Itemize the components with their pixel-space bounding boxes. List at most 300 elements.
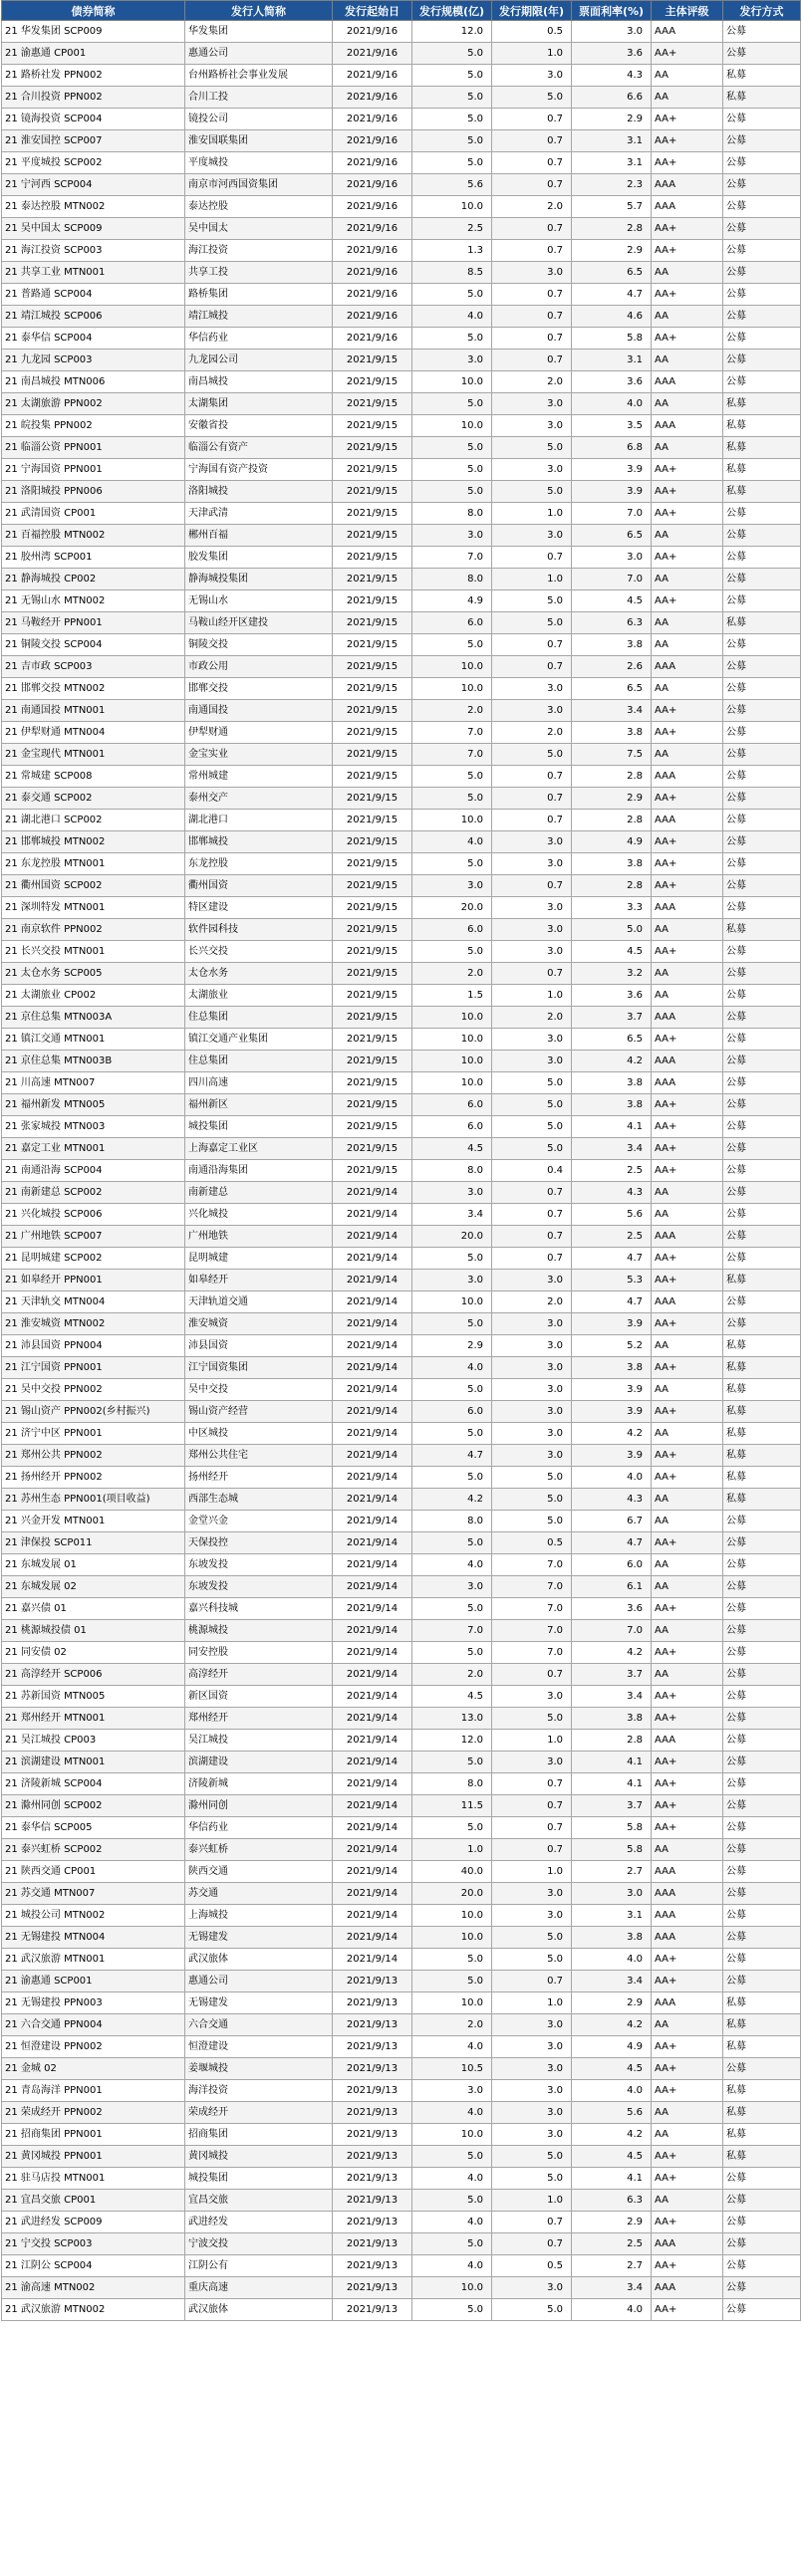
issue-date-cell: 2021/9/14 (333, 1817, 412, 1839)
issue-method-cell: 公募 (723, 1182, 801, 1204)
issue-size-cell: 10.0 (412, 1291, 492, 1313)
term-cell: 0.7 (492, 2212, 572, 2233)
bond-name-cell: 21 昆明城建 SCP002 (2, 1248, 185, 1270)
issue-size-cell: 5.0 (412, 130, 492, 152)
issuer-cell: 重庆高速 (185, 2277, 333, 2299)
table-row (2, 1664, 801, 1686)
issuer-cell: 淮安国联集团 (185, 130, 333, 152)
term-cell: 3.0 (492, 1445, 572, 1467)
table-row (2, 1511, 801, 1532)
coupon-rate-cell: 4.7 (572, 1248, 652, 1270)
rating-cell: AA+ (652, 590, 723, 612)
coupon-rate-cell: 6.8 (572, 437, 652, 459)
issue-method-cell: 私募 (723, 87, 801, 109)
term-cell: 0.7 (492, 240, 572, 262)
rating-cell: AA+ (652, 1773, 723, 1795)
table-row (2, 744, 801, 766)
bond-name-cell: 21 六合交通 PPN004 (2, 2014, 185, 2036)
coupon-rate-cell: 5.2 (572, 1335, 652, 1357)
issue-date-cell: 2021/9/15 (333, 569, 412, 590)
issuer-cell: 九龙园公司 (185, 350, 333, 371)
issue-date-cell: 2021/9/16 (333, 43, 412, 65)
issue-date-cell: 2021/9/14 (333, 1686, 412, 1708)
rating-cell: AA+ (652, 2146, 723, 2168)
issue-date-cell: 2021/9/14 (333, 1182, 412, 1204)
issue-method-cell: 公募 (723, 130, 801, 152)
rating-cell: AA (652, 525, 723, 547)
issue-method-cell: 公募 (723, 43, 801, 65)
issue-date-cell: 2021/9/14 (333, 1730, 412, 1752)
rating-cell: AA+ (652, 722, 723, 744)
issuer-cell: 江宁国资集团 (185, 1357, 333, 1379)
bond-name-cell: 21 青岛海洋 PPN001 (2, 2080, 185, 2102)
issuer-cell: 金堂兴金 (185, 1511, 333, 1532)
coupon-rate-cell: 2.5 (572, 1160, 652, 1182)
term-cell: 3.0 (492, 1313, 572, 1335)
table-row (2, 678, 801, 700)
issue-size-cell: 3.0 (412, 350, 492, 371)
issue-method-cell: 公募 (723, 700, 801, 722)
table-row (2, 1554, 801, 1576)
bond-name-cell: 21 济陵新城 SCP004 (2, 1773, 185, 1795)
issue-method-cell: 公募 (723, 853, 801, 875)
issue-size-cell: 3.0 (412, 525, 492, 547)
table-row (2, 853, 801, 875)
issue-date-cell: 2021/9/16 (333, 109, 412, 130)
term-cell: 3.0 (492, 525, 572, 547)
bond-name-cell: 21 南昌城投 MTN006 (2, 371, 185, 393)
bond-name-cell: 21 邯郸城投 MTN002 (2, 831, 185, 853)
rating-cell: AA+ (652, 109, 723, 130)
issue-date-cell: 2021/9/15 (333, 612, 412, 634)
coupon-rate-cell: 3.9 (572, 1445, 652, 1467)
issue-method-cell: 公募 (723, 2212, 801, 2233)
rating-cell: AA+ (652, 2058, 723, 2080)
coupon-rate-cell: 2.7 (572, 2255, 652, 2277)
table-row (2, 393, 801, 415)
coupon-rate-cell: 4.7 (572, 1291, 652, 1313)
issuer-cell: 邯郸城投 (185, 831, 333, 853)
bond-name-cell: 21 南京软件 PPN002 (2, 919, 185, 941)
bond-name-cell: 21 普路通 SCP004 (2, 284, 185, 306)
issuer-cell: 武进经发 (185, 2212, 333, 2233)
issue-method-cell: 私募 (723, 1489, 801, 1511)
bond-name-cell: 21 城投公司 MTN002 (2, 1905, 185, 1927)
issue-date-cell: 2021/9/15 (333, 810, 412, 831)
issue-date-cell: 2021/9/16 (333, 262, 412, 284)
term-cell: 0.4 (492, 1160, 572, 1182)
header-term: 发行期限(年) (492, 1, 572, 21)
bond-name-cell: 21 百福控股 MTN002 (2, 525, 185, 547)
issue-date-cell: 2021/9/15 (333, 525, 412, 547)
issue-size-cell: 5.0 (412, 481, 492, 503)
coupon-rate-cell: 3.3 (572, 897, 652, 919)
coupon-rate-cell: 6.6 (572, 87, 652, 109)
issue-size-cell: 5.0 (412, 1949, 492, 1971)
issue-date-cell: 2021/9/15 (333, 1160, 412, 1182)
bond-name-cell: 21 南新建总 SCP002 (2, 1182, 185, 1204)
issuer-cell: 高淳经开 (185, 1664, 333, 1686)
rating-cell: AAA (652, 897, 723, 919)
issuer-cell: 泰兴虹桥 (185, 1839, 333, 1861)
issue-method-cell: 公募 (723, 547, 801, 569)
issue-date-cell: 2021/9/15 (333, 371, 412, 393)
issue-method-cell: 公募 (723, 240, 801, 262)
coupon-rate-cell: 2.8 (572, 875, 652, 897)
issue-date-cell: 2021/9/15 (333, 437, 412, 459)
issue-size-cell: 10.0 (412, 2277, 492, 2299)
coupon-rate-cell: 7.0 (572, 569, 652, 590)
table-row (2, 1795, 801, 1817)
issuer-cell: 软件园科技 (185, 919, 333, 941)
term-cell: 5.0 (492, 1489, 572, 1511)
table-row (2, 963, 801, 985)
table-row (2, 2190, 801, 2212)
bond-name-cell: 21 太湖旅游 PPN002 (2, 393, 185, 415)
issuer-cell: 安徽省投 (185, 415, 333, 437)
table-row (2, 262, 801, 284)
issue-date-cell: 2021/9/15 (333, 1116, 412, 1138)
coupon-rate-cell: 4.5 (572, 590, 652, 612)
bond-name-cell: 21 渝惠通 CP001 (2, 43, 185, 65)
issuer-cell: 住总集团 (185, 1051, 333, 1072)
issue-date-cell: 2021/9/15 (333, 963, 412, 985)
coupon-rate-cell: 3.9 (572, 1313, 652, 1335)
issue-date-cell: 2021/9/15 (333, 831, 412, 853)
bond-name-cell: 21 泰华信 SCP004 (2, 328, 185, 350)
coupon-rate-cell: 3.1 (572, 130, 652, 152)
rating-cell: AA (652, 2014, 723, 2036)
bond-name-cell: 21 靖江城投 SCP006 (2, 306, 185, 328)
issue-size-cell: 20.0 (412, 1883, 492, 1905)
coupon-rate-cell: 3.8 (572, 1357, 652, 1379)
table-row (2, 569, 801, 590)
issue-size-cell: 10.0 (412, 810, 492, 831)
term-cell: 3.0 (492, 2277, 572, 2299)
rating-cell: AAA (652, 196, 723, 218)
issuer-cell: 南通国投 (185, 700, 333, 722)
issue-method-cell: 公募 (723, 1138, 801, 1160)
issuer-cell: 海洋投资 (185, 2080, 333, 2102)
issue-size-cell: 5.0 (412, 766, 492, 788)
header-issue-size: 发行规模(亿) (412, 1, 492, 21)
rating-cell: AA+ (652, 1357, 723, 1379)
rating-cell: AA+ (652, 941, 723, 963)
table-row (2, 1971, 801, 1992)
rating-cell: AA+ (652, 1029, 723, 1051)
table-row (2, 985, 801, 1007)
term-cell: 5.0 (492, 1467, 572, 1489)
table-row (2, 1532, 801, 1554)
issue-date-cell: 2021/9/15 (333, 393, 412, 415)
issue-size-cell: 12.0 (412, 21, 492, 43)
issuer-cell: 荣成经开 (185, 2102, 333, 2124)
rating-cell: AA+ (652, 1313, 723, 1335)
issuer-cell: 铜陵交投 (185, 634, 333, 656)
table-row (2, 1182, 801, 1204)
issue-size-cell: 6.0 (412, 1094, 492, 1116)
issue-date-cell: 2021/9/13 (333, 2080, 412, 2102)
bond-name-cell: 21 同安债 02 (2, 1642, 185, 1664)
bond-name-cell: 21 路桥社发 PPN002 (2, 65, 185, 87)
term-cell: 3.0 (492, 1423, 572, 1445)
coupon-rate-cell: 4.0 (572, 2299, 652, 2321)
bond-name-cell: 21 张家城投 MTN003 (2, 1116, 185, 1138)
issuer-cell: 泰达控股 (185, 196, 333, 218)
term-cell: 0.7 (492, 656, 572, 678)
term-cell: 3.0 (492, 831, 572, 853)
table-row (2, 481, 801, 503)
issuer-cell: 苏交通 (185, 1883, 333, 1905)
issuer-cell: 太湖旅业 (185, 985, 333, 1007)
issuer-cell: 平度城投 (185, 152, 333, 174)
term-cell: 0.7 (492, 547, 572, 569)
coupon-rate-cell: 3.8 (572, 1094, 652, 1116)
coupon-rate-cell: 4.2 (572, 1642, 652, 1664)
issue-size-cell: 10.0 (412, 1007, 492, 1029)
coupon-rate-cell: 6.5 (572, 678, 652, 700)
coupon-rate-cell: 3.7 (572, 1664, 652, 1686)
term-cell: 1.0 (492, 1992, 572, 2014)
issue-size-cell: 8.0 (412, 1160, 492, 1182)
rating-cell: AA+ (652, 1686, 723, 1708)
bond-name-cell: 21 华发集团 SCP009 (2, 21, 185, 43)
issue-size-cell: 5.0 (412, 1248, 492, 1270)
bond-name-cell: 21 沛县国资 PPN004 (2, 1335, 185, 1357)
coupon-rate-cell: 6.1 (572, 1576, 652, 1598)
coupon-rate-cell: 4.7 (572, 284, 652, 306)
bond-name-cell: 21 宁海国资 PPN001 (2, 459, 185, 481)
issue-method-cell: 公募 (723, 1795, 801, 1817)
term-cell: 0.7 (492, 350, 572, 371)
table-row (2, 2255, 801, 2277)
issue-date-cell: 2021/9/16 (333, 65, 412, 87)
term-cell: 3.0 (492, 700, 572, 722)
rating-cell: AA+ (652, 2168, 723, 2190)
rating-cell: AA (652, 1182, 723, 1204)
issuer-cell: 洛阳城投 (185, 481, 333, 503)
issue-date-cell: 2021/9/15 (333, 897, 412, 919)
term-cell: 3.0 (492, 393, 572, 415)
coupon-rate-cell: 2.8 (572, 810, 652, 831)
issuer-cell: 金宝实业 (185, 744, 333, 766)
table-row (2, 722, 801, 744)
table-row (2, 1949, 801, 1971)
term-cell: 2.0 (492, 1007, 572, 1029)
issue-date-cell: 2021/9/14 (333, 1795, 412, 1817)
term-cell: 0.7 (492, 963, 572, 985)
rating-cell: AA (652, 1379, 723, 1401)
coupon-rate-cell: 4.5 (572, 941, 652, 963)
issue-method-cell: 公募 (723, 1861, 801, 1883)
issue-date-cell: 2021/9/14 (333, 1204, 412, 1226)
term-cell: 0.7 (492, 810, 572, 831)
issue-method-cell: 公募 (723, 1686, 801, 1708)
coupon-rate-cell: 3.8 (572, 722, 652, 744)
issuer-cell: 无锡建发 (185, 1927, 333, 1949)
bond-name-cell: 21 泰交通 SCP002 (2, 788, 185, 810)
issue-size-cell: 3.0 (412, 2080, 492, 2102)
term-cell: 0.7 (492, 766, 572, 788)
issue-size-cell: 4.9 (412, 590, 492, 612)
term-cell: 0.7 (492, 788, 572, 810)
bond-name-cell: 21 恒澄建设 PPN002 (2, 2036, 185, 2058)
term-cell: 0.7 (492, 284, 572, 306)
rating-cell: AA (652, 1620, 723, 1642)
table-row (2, 1730, 801, 1752)
table-row (2, 2080, 801, 2102)
issue-size-cell: 4.0 (412, 2036, 492, 2058)
bond-name-cell: 21 苏新国资 MTN005 (2, 1686, 185, 1708)
coupon-rate-cell: 5.6 (572, 1204, 652, 1226)
rating-cell: AA+ (652, 1642, 723, 1664)
issuer-cell: 吴中交投 (185, 1379, 333, 1401)
rating-cell: AA+ (652, 1094, 723, 1116)
issue-date-cell: 2021/9/15 (333, 634, 412, 656)
term-cell: 0.7 (492, 306, 572, 328)
bond-name-cell: 21 合川投资 PPN002 (2, 87, 185, 109)
issuer-cell: 东坡发投 (185, 1554, 333, 1576)
coupon-rate-cell: 2.8 (572, 218, 652, 240)
issue-date-cell: 2021/9/14 (333, 1532, 412, 1554)
rating-cell: AA+ (652, 1248, 723, 1270)
bond-name-cell: 21 天津轨交 MTN004 (2, 1291, 185, 1313)
issue-size-cell: 4.0 (412, 1554, 492, 1576)
rating-cell: AA+ (652, 481, 723, 503)
issue-size-cell: 8.0 (412, 1773, 492, 1795)
bond-name-cell: 21 武清国资 CP001 (2, 503, 185, 525)
coupon-rate-cell: 2.6 (572, 656, 652, 678)
rating-cell: AA+ (652, 1817, 723, 1839)
table-row (2, 2233, 801, 2255)
rating-cell: AA+ (652, 43, 723, 65)
term-cell: 7.0 (492, 1620, 572, 1642)
issue-method-cell: 公募 (723, 1116, 801, 1138)
issue-size-cell: 5.0 (412, 2146, 492, 2168)
coupon-rate-cell: 4.2 (572, 2014, 652, 2036)
issue-date-cell: 2021/9/14 (333, 1226, 412, 1248)
issuer-cell: 六合交通 (185, 2014, 333, 2036)
issue-date-cell: 2021/9/14 (333, 1248, 412, 1270)
issue-size-cell: 5.0 (412, 152, 492, 174)
term-cell: 0.7 (492, 174, 572, 196)
bond-name-cell: 21 海江投资 SCP003 (2, 240, 185, 262)
header-bond-name: 债券简称 (2, 1, 185, 21)
rating-cell: AA (652, 262, 723, 284)
issue-method-cell: 私募 (723, 415, 801, 437)
issue-method-cell: 公募 (723, 2233, 801, 2255)
issue-size-cell: 4.0 (412, 2102, 492, 2124)
table-row (2, 2146, 801, 2168)
term-cell: 3.0 (492, 941, 572, 963)
issue-date-cell: 2021/9/15 (333, 459, 412, 481)
table-row (2, 218, 801, 240)
coupon-rate-cell: 3.0 (572, 547, 652, 569)
coupon-rate-cell: 4.0 (572, 1949, 652, 1971)
table-row (2, 1489, 801, 1511)
issue-method-cell: 公募 (723, 678, 801, 700)
term-cell: 1.0 (492, 569, 572, 590)
bond-name-cell: 21 京住总集 MTN003B (2, 1051, 185, 1072)
rating-cell: AA (652, 65, 723, 87)
issue-date-cell: 2021/9/13 (333, 2255, 412, 2277)
issue-size-cell: 7.0 (412, 547, 492, 569)
issuer-cell: 福州新区 (185, 1094, 333, 1116)
term-cell: 5.0 (492, 1094, 572, 1116)
issue-size-cell: 5.0 (412, 1379, 492, 1401)
coupon-rate-cell: 4.3 (572, 1489, 652, 1511)
issue-date-cell: 2021/9/13 (333, 2102, 412, 2124)
bond-name-cell: 21 共享工业 MTN001 (2, 262, 185, 284)
issue-method-cell: 公募 (723, 262, 801, 284)
term-cell: 5.0 (492, 1138, 572, 1160)
table-row (2, 1270, 801, 1291)
table-row (2, 919, 801, 941)
coupon-rate-cell: 4.3 (572, 65, 652, 87)
bond-name-cell: 21 平度城投 SCP002 (2, 152, 185, 174)
term-cell: 3.0 (492, 1686, 572, 1708)
issuer-cell: 郴州百福 (185, 525, 333, 547)
table-row (2, 700, 801, 722)
coupon-rate-cell: 5.3 (572, 1270, 652, 1291)
rating-cell: AA (652, 87, 723, 109)
rating-cell: AA (652, 1204, 723, 1226)
issue-date-cell: 2021/9/13 (333, 2299, 412, 2321)
issue-date-cell: 2021/9/14 (333, 1598, 412, 1620)
bond-name-cell: 21 驻马店投 MTN001 (2, 2168, 185, 2190)
table-row (2, 21, 801, 43)
issue-date-cell: 2021/9/14 (333, 1401, 412, 1423)
issue-method-cell: 公募 (723, 985, 801, 1007)
rating-cell: AA+ (652, 831, 723, 853)
issue-method-cell: 私募 (723, 437, 801, 459)
issue-size-cell: 10.0 (412, 1051, 492, 1072)
coupon-rate-cell: 3.6 (572, 1598, 652, 1620)
term-cell: 3.0 (492, 853, 572, 875)
bond-issuance-table (1, 0, 800, 2321)
issue-size-cell: 4.0 (412, 831, 492, 853)
issue-method-cell: 公募 (723, 2299, 801, 2321)
issue-size-cell: 10.0 (412, 1029, 492, 1051)
bond-name-cell: 21 无锡建投 PPN003 (2, 1992, 185, 2014)
issue-method-cell: 公募 (723, 1839, 801, 1861)
coupon-rate-cell: 5.8 (572, 1817, 652, 1839)
issue-method-cell: 公募 (723, 963, 801, 985)
coupon-rate-cell: 6.3 (572, 2190, 652, 2212)
issue-method-cell: 公募 (723, 2058, 801, 2080)
bond-name-cell: 21 金城 02 (2, 2058, 185, 2080)
rating-cell: AA+ (652, 1467, 723, 1489)
term-cell: 7.0 (492, 1598, 572, 1620)
coupon-rate-cell: 3.9 (572, 481, 652, 503)
bond-name-cell: 21 兴金开发 MTN001 (2, 1511, 185, 1532)
table-row (2, 1335, 801, 1357)
issue-date-cell: 2021/9/14 (333, 1620, 412, 1642)
issue-method-cell: 私募 (723, 1423, 801, 1445)
term-cell: 2.0 (492, 371, 572, 393)
rating-cell: AAA (652, 1291, 723, 1313)
issue-size-cell: 12.0 (412, 1730, 492, 1752)
rating-cell: AAA (652, 1927, 723, 1949)
rating-cell: AA+ (652, 284, 723, 306)
coupon-rate-cell: 3.4 (572, 1138, 652, 1160)
table-row (2, 350, 801, 371)
coupon-rate-cell: 4.7 (572, 1532, 652, 1554)
table-row (2, 1752, 801, 1773)
issue-size-cell: 6.0 (412, 1401, 492, 1423)
coupon-rate-cell: 3.4 (572, 2277, 652, 2299)
rating-cell: AAA (652, 766, 723, 788)
